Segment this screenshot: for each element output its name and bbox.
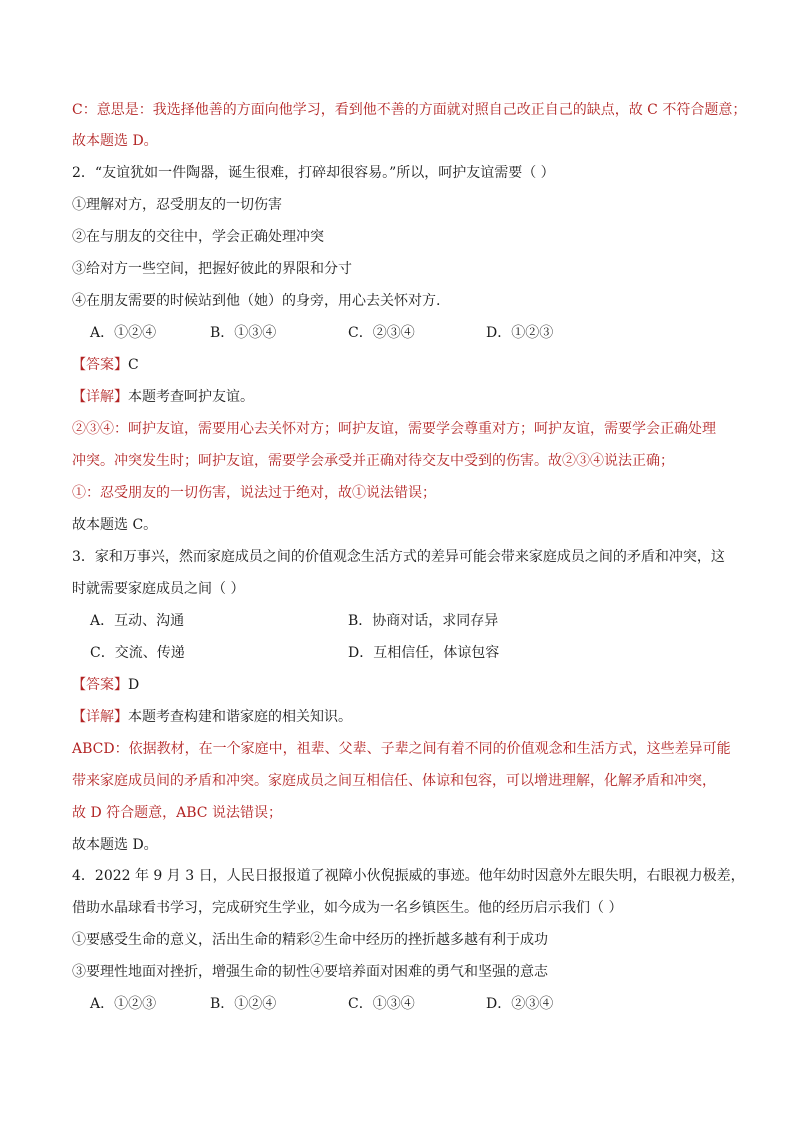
q3-explanation-1: ABCD：依据教材，在一个家庭中，祖辈、父辈、子辈之间有着不同的价值观念和生活方式，这些差异可能 [72,741,731,757]
q4-option-b: B．①②④ [210,996,277,1012]
q3-explanation-2: 带来家庭成员间的矛盾和冲突。家庭成员之间互相信任、体谅和包容，可以增进理解，化解矛盾和冲突， [72,773,716,789]
q3-option-a: A．互动、沟通 [90,613,185,629]
q4-stem-line-2: 借助水晶球看书学习，完成研究生学业，如今成为一名乡镇医生。他的经历启示我们（ ） [72,900,623,916]
q2-detail [72,387,254,407]
q1-conclusion: 故本题选 D。 [72,133,158,149]
q3-answer [72,675,139,695]
q4-statements-3-4: ③要理性地面对挫折，增强生命的韧性④要培养面对困难的勇气和坚强的意志 [72,964,548,980]
q2-conclusion: 故本题选 C。 [72,517,158,533]
q2-statement-1: ①理解对方，忍受朋友的一切伤害 [72,197,282,213]
answer-tag: 【答案】 [72,357,128,373]
q3-conclusion: 故本题选 D。 [72,837,158,853]
q2-option-c: C．②③④ [348,325,415,341]
q3-option-d: D．互相信任，体谅包容 [348,645,500,661]
q2-statement-2: ②在与朋友的交往中，学会正确处理冲突 [72,229,324,245]
q4-stem-line-1: 4．2022 年 9 月 3 日，人民日报报道了视障小伙倪振威的事迹。他年幼时因意外左眼失明，右眼视力极差， [72,868,745,884]
answer-tag: 【答案】 [72,677,128,693]
q2-explanation-3: ①：忍受朋友的一切伤害，说法过于绝对，故①说法错误； [72,485,436,501]
q3-stem-line-2: 时就需要家庭成员之间（ ） [72,581,245,597]
q4-option-a: A．①②③ [90,996,157,1012]
detail-tag: 【详解】 [72,389,128,405]
q2-option-a: A．①②④ [90,325,157,341]
q2-stem: 2．“友谊犹如一件陶器，诞生很难，打碎却很容易。”所以，呵护友谊需要（ ） [72,165,555,181]
detail-tag: 【详解】 [72,709,128,725]
answer-value: C [128,357,139,373]
q2-statement-4: ④在朋友需要的时候站到他（她）的身旁，用心去关怀对方. [72,293,441,309]
q2-answer [72,355,139,375]
q2-explanation-2: 冲突。冲突发生时；呵护友谊，需要学会承受并正确对待交友中受到的伤害。故②③④说法正确； [72,453,674,469]
q3-detail [72,707,352,727]
q3-stem-line-1: 3．家和万事兴，然而家庭成员之间的价值观念生活方式的差异可能会带来家庭成员之间的矛盾和冲突，这 [72,549,725,565]
q3-explanation-3: 故 D 符合题意，ABC 说法错误； [72,805,282,821]
detail-text: 本题考查构建和谐家庭的相关知识。 [128,709,352,725]
q2-option-b: B．①③④ [210,325,277,341]
detail-text: 本题考查呵护友谊。 [128,389,254,405]
answer-value: D [128,677,140,693]
q2-explanation-1: ②③④：呵护友谊，需要用心去关怀对方；呵护友谊，需要学会尊重对方；呵护友谊，需要学会正确处理 [72,421,716,437]
q4-option-c: C．①③④ [348,996,415,1012]
q2-statement-3: ③给对方一些空间，把握好彼此的界限和分寸 [72,261,352,277]
q3-option-b: B．协商对话，求同存异 [348,613,499,629]
q3-option-c: C．交流、传递 [90,645,185,661]
q4-option-d: D．②③④ [486,996,554,1012]
q1-option-c-explanation: C：意思是：我选择他善的方面向他学习，看到他不善的方面就对照自己改正自己的缺点，故 C 不符合题意； [72,102,747,118]
q4-statements-1-2: ①要感受生命的意义，活出生命的精彩②生命中经历的挫折越多越有利于成功 [72,932,548,948]
q2-option-d: D．①②③ [486,325,554,341]
